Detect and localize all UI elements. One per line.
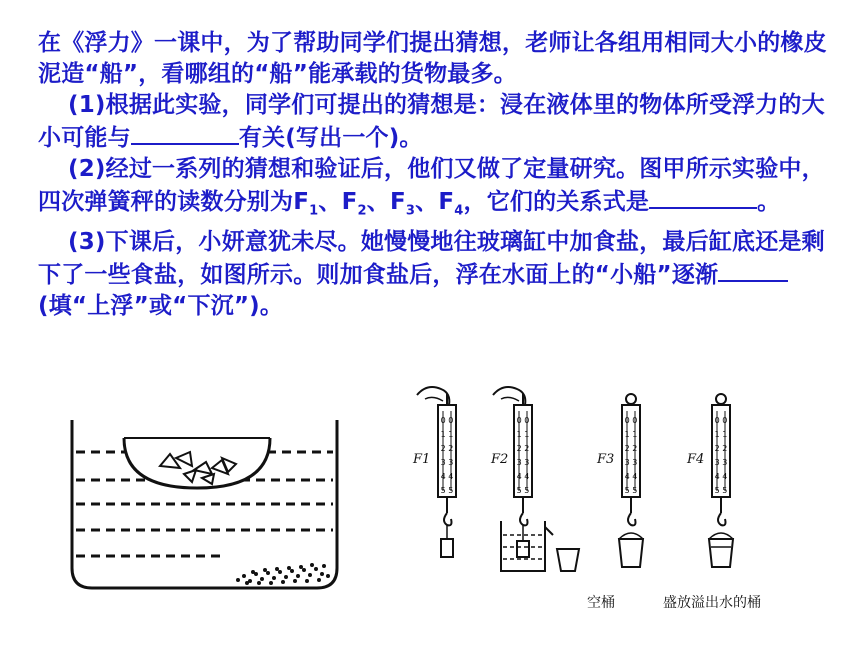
question-1 bbox=[38, 90, 828, 154]
caption-overflow-bucket: 盛放溢出水的桶 bbox=[663, 595, 761, 611]
q3-text-b: (填“上浮”或“下沉”)。 bbox=[38, 292, 284, 319]
glass-tank-figure bbox=[62, 418, 382, 593]
f1-symbol: $F_1$ bbox=[293, 189, 319, 219]
q1-text-a: (1)根据此实验，同学们可提出的猜想是：浸在液体里的物体所受浮力的大小可能与 bbox=[38, 92, 825, 151]
spring-scale-1 bbox=[417, 387, 456, 557]
f4-symbol: $F_4$ bbox=[438, 189, 464, 219]
q2-text-a: (2)经过一系列的猜想和验证后，他们又做了定量研究。图甲所示实验中，四次弹簧秤的读数分别为 bbox=[38, 156, 825, 215]
spring-scale-2 bbox=[493, 387, 579, 571]
label-f2: F2 bbox=[491, 452, 509, 467]
q2-answer-blank[interactable] bbox=[649, 185, 757, 209]
separator: 、 bbox=[318, 189, 342, 215]
q1-answer-blank[interactable] bbox=[131, 121, 239, 145]
q1-text-b: 有关(写出一个)。 bbox=[238, 125, 423, 151]
separator: 、 bbox=[415, 189, 439, 215]
label-f4: F4 bbox=[687, 452, 705, 467]
question-2 bbox=[38, 154, 828, 227]
f2-symbol: $F_2$ bbox=[341, 189, 367, 219]
question-text bbox=[38, 28, 828, 322]
f3-symbol: $F_3$ bbox=[389, 189, 416, 219]
intro-paragraph bbox=[38, 28, 828, 90]
caption-empty-bucket: 空桶 bbox=[587, 595, 615, 611]
label-f3: F3 bbox=[597, 452, 615, 467]
spring-scale-figure: 0 0 1 1 2 2 3 3 4 4 5 5 F1 F2 F3 F4 空桶 盛放溢出水的桶 bbox=[405, 375, 825, 625]
label-f1: F1 bbox=[413, 452, 431, 467]
q3-text-a: (3)下课后，小妍意犹未尽。她慢慢地往玻璃缸中加食盐，最后缸底还是剩下了一些食盐，如图所示。则加食盐后，浮在水面上的“小船”逐渐 bbox=[38, 228, 825, 288]
q3-answer-blank[interactable] bbox=[718, 258, 788, 282]
intro-text: 在《浮力》一课中，为了帮助同学们提出猜想，老师让各组用相同大小的橡皮泥造“船”，看哪组的“船”能承载的货物最多。 bbox=[38, 30, 827, 87]
q2-text-b: ，它们的关系式是 bbox=[463, 189, 650, 215]
separator: 、 bbox=[366, 189, 390, 215]
spring-scale-4 bbox=[709, 394, 733, 567]
question-3 bbox=[38, 227, 828, 322]
spring-scale-3 bbox=[619, 394, 643, 567]
q2-text-c: 。 bbox=[757, 189, 781, 215]
